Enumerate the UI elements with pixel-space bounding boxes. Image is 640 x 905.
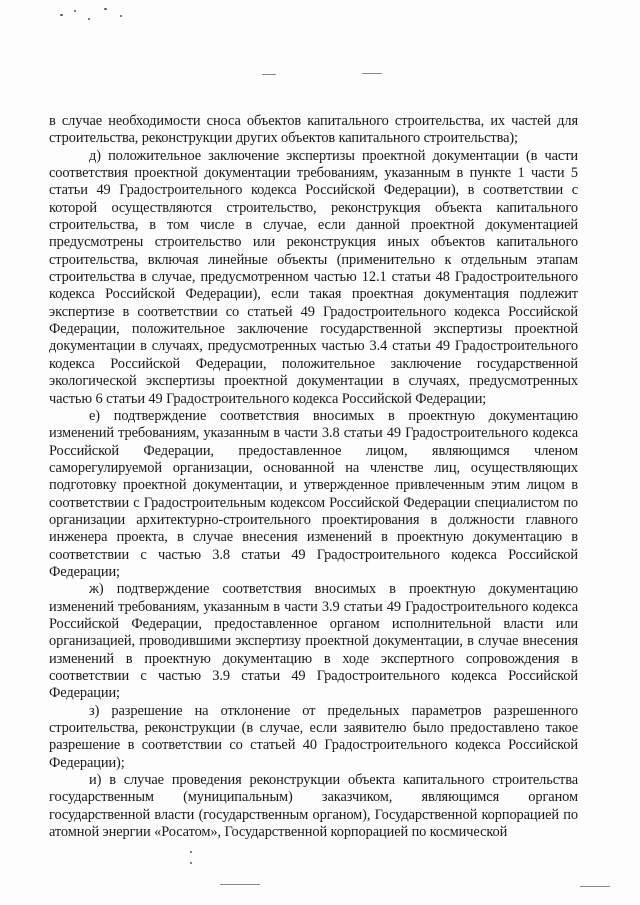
paragraph-d: д) положительное заключение экспертизы проектной документации (в части соответствия проектной документации требованиям, указанным в пункте 1 части 5 статьи 49 Градостроительного кодекса Российской Федерации), в соответствии с которой осуществляются строительство, реконструкция объекта капитального строительства, в том числе в случае, если данной проектной документацией предусмотрены строительство или реконструкция иных объектов капитального строительства, включая линейные объекты (применительно к отдельным этапам строительства в случае, предусмотренном частью 12.1 статьи 48 Градостроительного кодекса Российской Федерации), если такая проектная документация подлежит экспертизе в соответствии со статьей 49 Градостроительного кодекса Российской Федерации, положительное заключение государственной экспертизы проектной документации в случаях, предусмотренных частью 3.4 статьи 49 Градостроительного кодекса Российской Федерации, положительное заключение государственной экологической экспертизы проектной документации в случаях, предусмотренных частью 6 статьи 49 Градостроительного кодекса Российской Федерации; [49,147,578,407]
scan-speck [120,15,122,17]
scan-speck [104,8,107,10]
scan-mark [262,74,276,75]
scan-speck [74,10,76,12]
paragraph-intro: в случае необходимости сноса объектов капитального строительства, их частей для строительства, реконструкции других объектов капитального строительства); [49,113,578,147]
paragraph-e: е) подтверждение соответствия вносимых в проектную документацию изменений требованиям, указанным в части 3.8 статьи 49 Градостроительного кодекса Российской Федерации, предоставленное лицом, являющимся членом саморегулируемой организации, основанной на членстве лиц, осуществляющих подготовку проектной документации, и утвержденное привлеченным этим лицом в соответствии с Градостроительным кодексом Российской Федерации специалистом по организации архитектурно-строительного проектирования в должности главного инженера проекта, в случае внесения изменений в проектную документацию в соответствии с частью 3.8 статьи 49 Градостроительного кодекса Российской Федерации; [49,407,578,580]
scan-mark [220,884,260,885]
document-body [49,113,578,841]
scan-speck [190,851,192,853]
paragraph-i: и) в случае проведения реконструкции объекта капитального строительства государственным (муниципальным) заказчиком, являющимся органом государственной власти (государственным органом), Государственной корпорацией по атомной энергии «Росатом», Государственной корпорацией по космической [49,772,578,841]
scan-speck [60,14,63,16]
scan-speck [190,862,192,864]
paragraph-z: з) разрешение на отклонение от предельных параметров разрешенного строительства, реконструкции (в случае, если заявителю было предоставлено такое разрешение в соответствии со статьей 40 Градостроительного кодекса Российской Федерации); [49,702,578,771]
scan-mark [580,886,610,887]
scan-mark [362,73,382,74]
paragraph-zh: ж) подтверждение соответствия вносимых в проектную документацию изменений требованиям, указанным в части 3.9 статьи 49 Градостроительного кодекса Российской Федерации, предоставленное органом исполнительной власти или организацией, проводившими экспертизу проектной документации, в случае внесения изменений в проектную документацию в ходе экспертного сопровождения в соответствии с частью 3.9 статьи 49 Градостроительного кодекса Российской Федерации; [49,581,578,702]
scan-speck [88,18,90,20]
